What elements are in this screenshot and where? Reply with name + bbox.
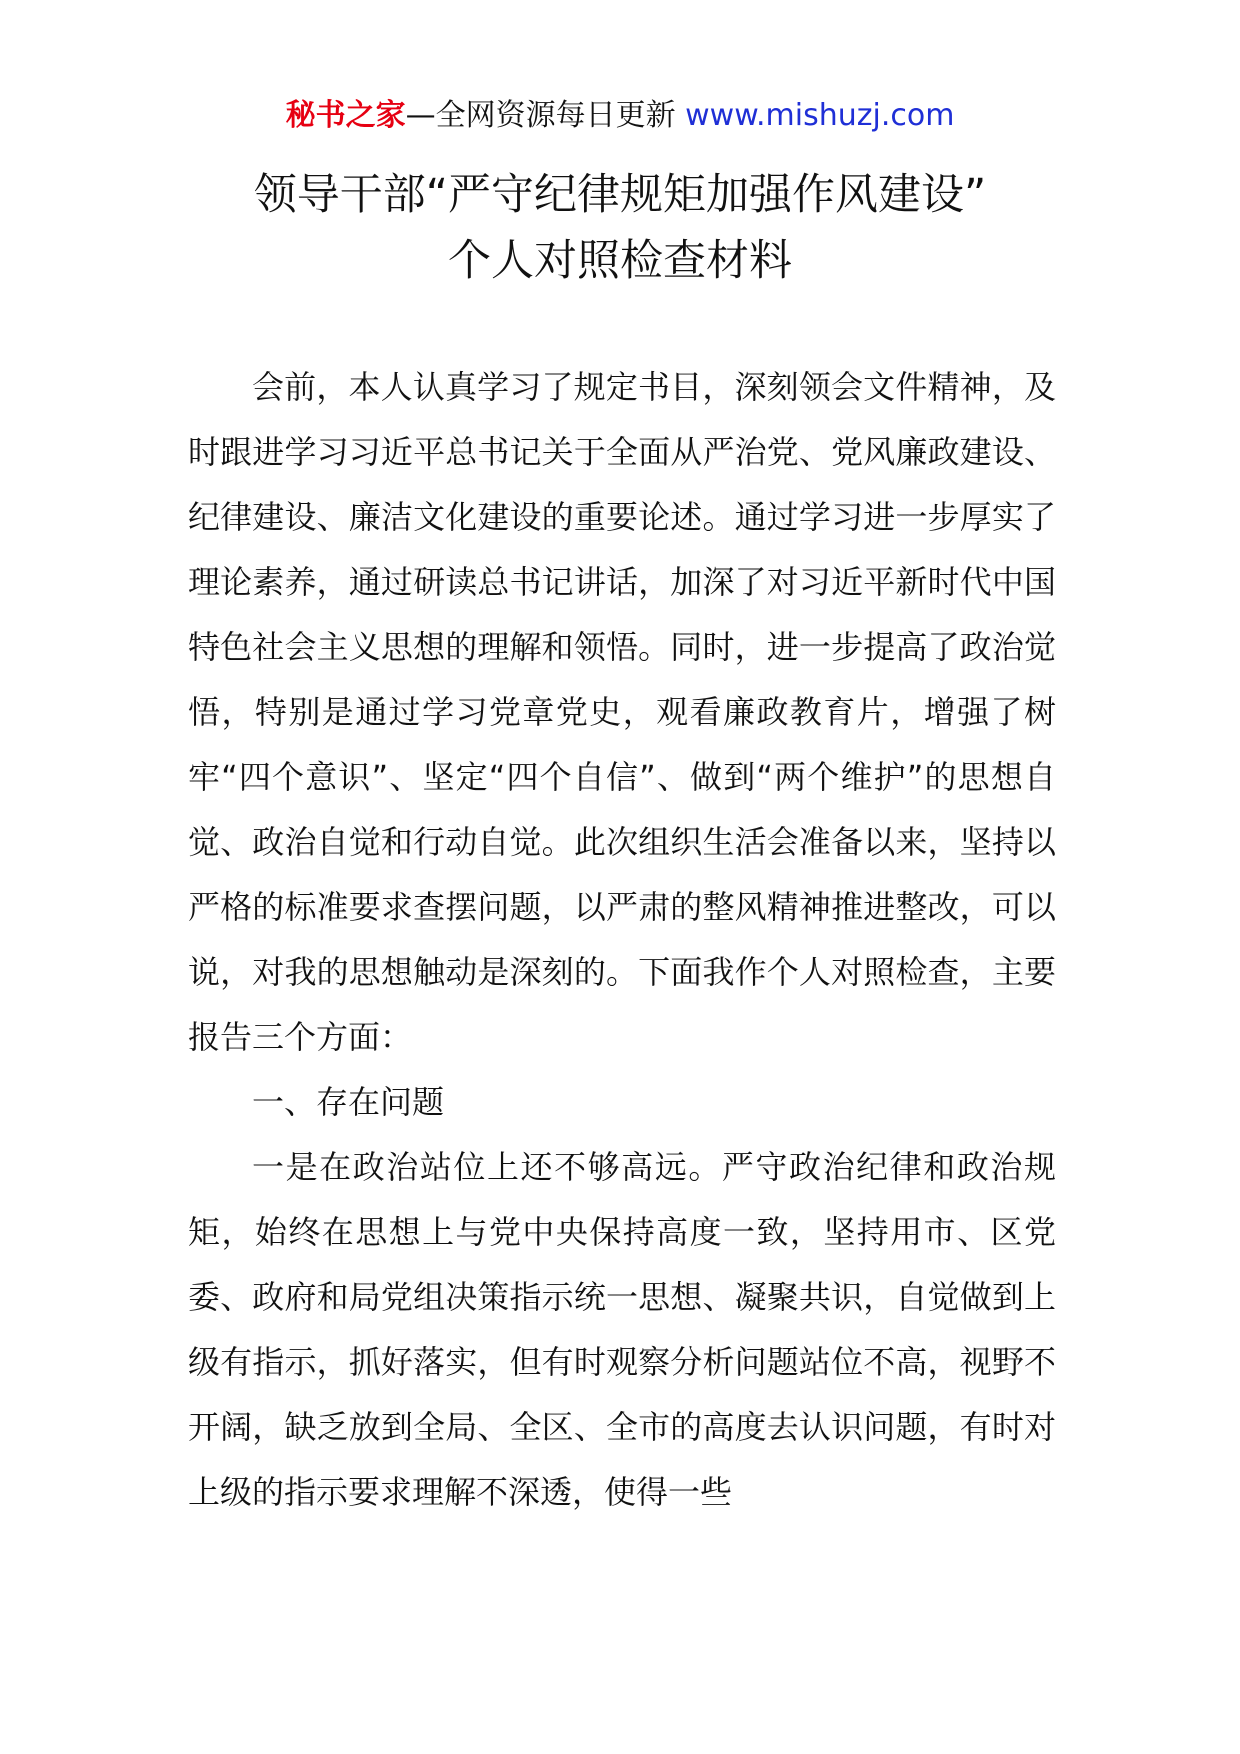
document-title [0, 162, 1240, 294]
brand-name: 秘书之家 [285, 98, 406, 133]
body-paragraph: 一是在政治站位上还不够高远。严守政治纪律和政治规矩，始终在思想上与党中央保持高度一致，坚持用市、区党委、政府和局党组决策指示统一思想、凝聚共识，自觉做到上级有指示，抓好落实，但有时观察分析问题站位不高，视野不开阔，缺乏放到全局、全区、全市的高度去认识问题，有时对上级的指示要求理解不深透，使得一些 [188, 1148, 1056, 1511]
document-body [188, 355, 1056, 1525]
section-heading: 一、存在问题 [252, 1083, 445, 1121]
header-slogan: —全网资源每日更新 [405, 98, 676, 133]
intro-paragraph: 会前，本人认真学习了规定书目，深刻领会文件精神，及时跟进学习习近平总书记关于全面从严治党、党风廉政建设、纪律建设、廉洁文化建设的重要论述。通过学习进一步厚实了理论素养，通过研读总书记讲话，加深了对习近平新时代中国特色社会主义思想的理解和领悟。同时，进一步提高了政治觉悟，特别是通过学习党章党史，观看廉政教育片，增强了树牢“四个意识”、坚定“四个自信”、做到“两个维护”的思想自觉、政治自觉和行动自觉。此次组织生活会准备以来，坚持以严格的标准要求查摆问题，以严肃的整风精神推进整改，可以说，对我的思想触动是深刻的。下面我作个人对照检查，主要报告三个方面： [188, 368, 1056, 1056]
title-line-2: 个人对照检查材料 [448, 236, 792, 286]
title-line-1: 领导干部“严守纪律规矩加强作风建设” [253, 170, 987, 220]
site-header [0, 96, 1240, 136]
site-url[interactable]: www.mishuzj.com [685, 98, 955, 133]
